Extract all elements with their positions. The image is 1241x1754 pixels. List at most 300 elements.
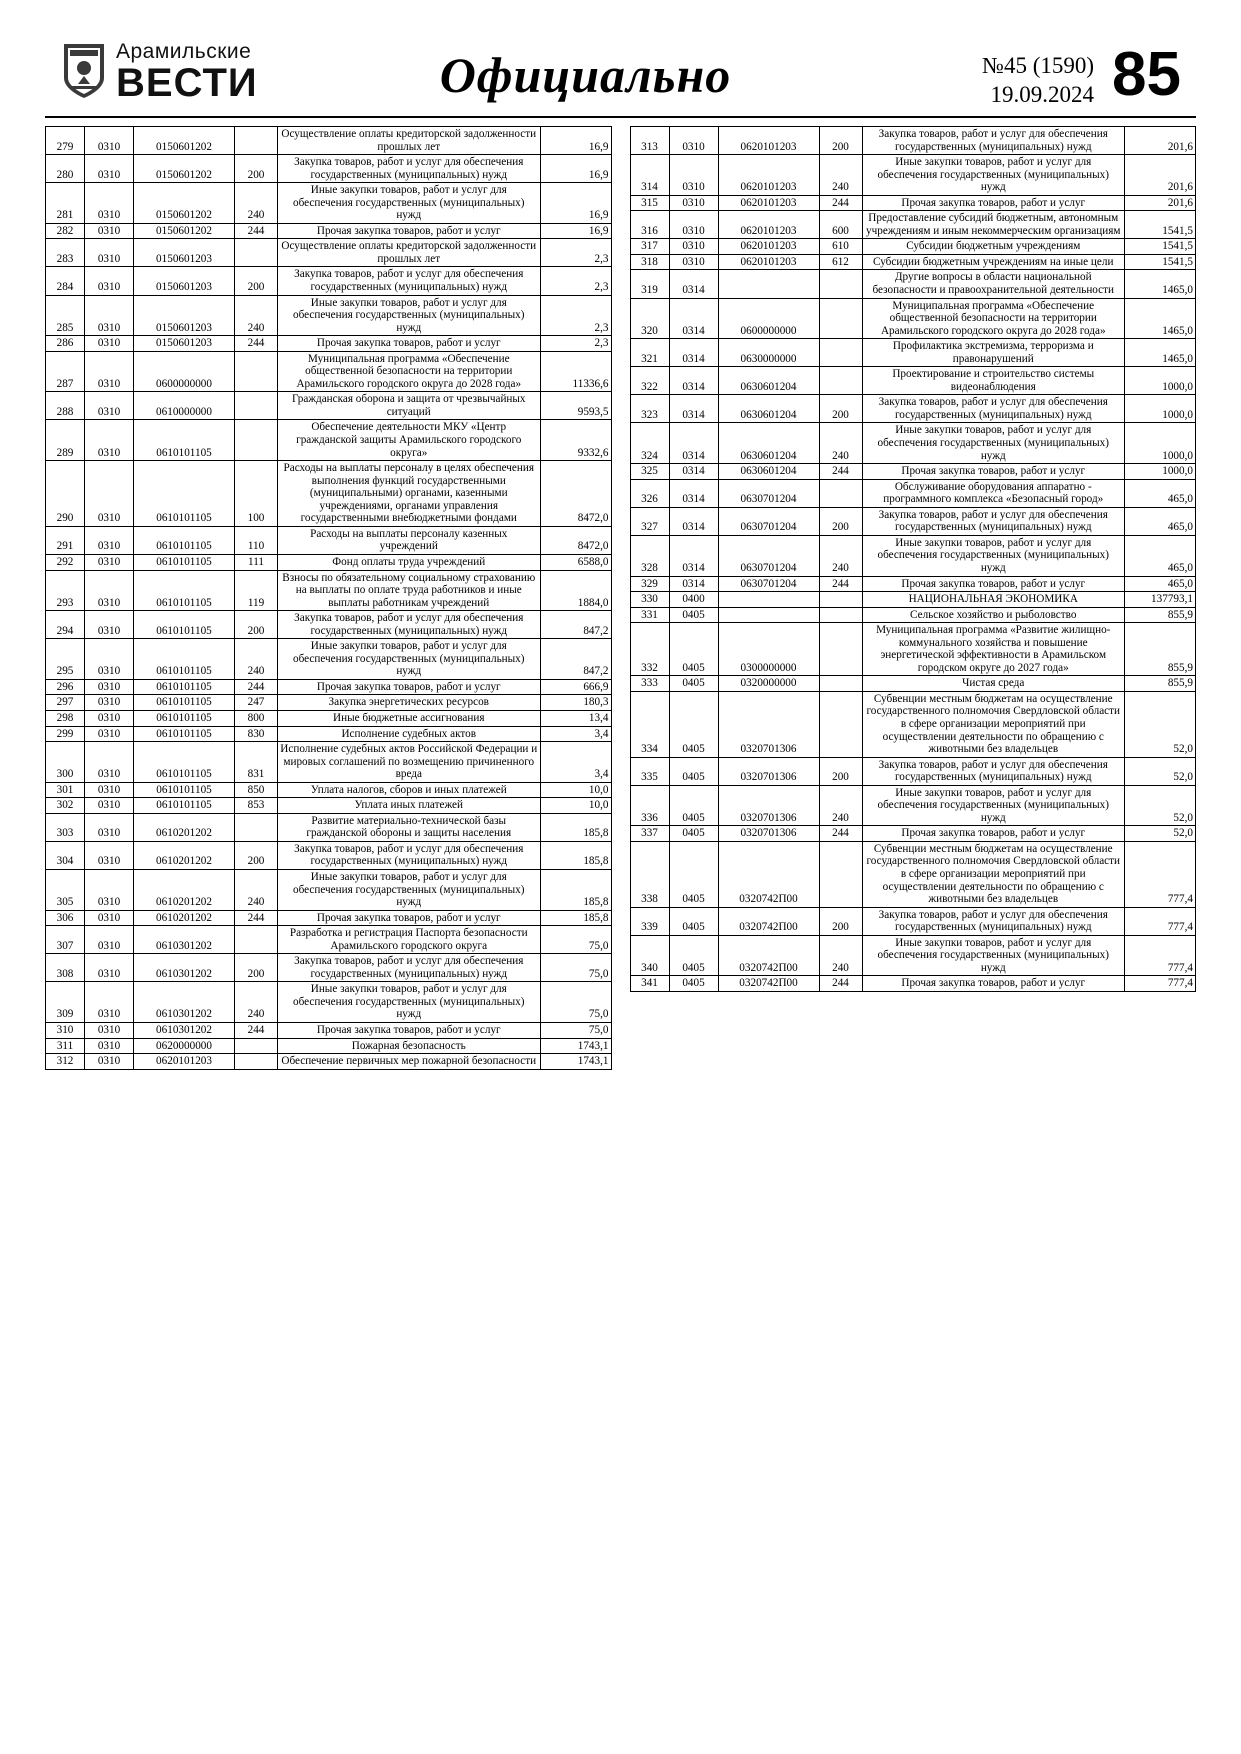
table-row — [46, 155, 612, 183]
row-amount: 52,0 — [1125, 757, 1196, 785]
row-number: 332 — [630, 623, 669, 676]
table-row — [630, 935, 1196, 976]
table-row — [46, 239, 612, 267]
row-number: 314 — [630, 155, 669, 196]
row-expense-type: 200 — [235, 267, 278, 295]
row-section-code: 0310 — [85, 813, 134, 841]
row-expense-type — [819, 841, 862, 907]
table-row — [46, 570, 612, 611]
row-target-code: 0620101203 — [718, 254, 819, 270]
row-number: 300 — [46, 742, 85, 783]
row-number: 296 — [46, 679, 85, 695]
row-amount: 666,9 — [540, 679, 611, 695]
column-right — [630, 126, 1197, 1070]
row-amount: 777,4 — [1125, 935, 1196, 976]
row-number: 320 — [630, 298, 669, 339]
row-target-code: 0320701306 — [718, 826, 819, 842]
row-target-code: 0630701204 — [718, 507, 819, 535]
row-name: Закупка товаров, работ и услуг для обеспечения государственных (муниципальных) нужд — [278, 611, 541, 639]
row-target-code: 0610101105 — [134, 526, 235, 554]
row-section-code: 0314 — [669, 576, 718, 592]
row-expense-type — [819, 623, 862, 676]
row-number: 294 — [46, 611, 85, 639]
table-row — [46, 392, 612, 420]
row-target-code: 0620101203 — [718, 211, 819, 239]
row-expense-type: 244 — [819, 576, 862, 592]
table-row — [46, 954, 612, 982]
row-number: 327 — [630, 507, 669, 535]
row-amount: 1541,5 — [1125, 254, 1196, 270]
row-expense-type: 850 — [235, 782, 278, 798]
row-number: 317 — [630, 239, 669, 255]
row-number: 333 — [630, 676, 669, 692]
row-target-code: 0620101203 — [718, 155, 819, 196]
row-name: Прочая закупка товаров, работ и услуг — [278, 1023, 541, 1039]
row-amount: 1541,5 — [1125, 239, 1196, 255]
row-number: 326 — [630, 479, 669, 507]
coat-of-arms-icon — [60, 40, 108, 102]
row-expense-type — [819, 367, 862, 395]
row-name: Закупка товаров, работ и услуг для обеспечения государственных (муниципальных) нужд — [862, 127, 1125, 155]
row-name: Иные закупки товаров, работ и услуг для обеспечения государственных (муниципальных) нужд — [862, 155, 1125, 196]
row-name: Закупка товаров, работ и услуг для обеспечения государственных (муниципальных) нужд — [278, 267, 541, 295]
row-name: Закупка товаров, работ и услуг для обеспечения государственных (муниципальных) нужд — [278, 954, 541, 982]
row-target-code: 0150601202 — [134, 155, 235, 183]
table-row — [630, 623, 1196, 676]
row-amount: 201,6 — [1125, 155, 1196, 196]
row-expense-type: 200 — [235, 841, 278, 869]
row-expense-type: 111 — [235, 554, 278, 570]
row-section-code: 0310 — [85, 679, 134, 695]
table-row — [46, 841, 612, 869]
row-target-code: 0610101105 — [134, 611, 235, 639]
row-number: 311 — [46, 1038, 85, 1054]
row-name: Гражданская оборона и защита от чрезвычайных ситуаций — [278, 392, 541, 420]
row-amount: 13,4 — [540, 710, 611, 726]
row-target-code: 0610101105 — [134, 782, 235, 798]
row-amount: 1541,5 — [1125, 211, 1196, 239]
row-name: Предоставление субсидий бюджетным, автономным учреждениям и иным некоммерческим организациям — [862, 211, 1125, 239]
row-name: Закупка товаров, работ и услуг для обеспечения государственных (муниципальных) нужд — [862, 395, 1125, 423]
table-row — [46, 223, 612, 239]
row-section-code: 0310 — [669, 195, 718, 211]
row-number: 309 — [46, 982, 85, 1023]
row-expense-type: 200 — [819, 127, 862, 155]
row-name: Субвенции местным бюджетам на осуществление государственного полномочия Свердловской области в сфере организации мероприятий при осуществлении деятельности по обращению с животными без владельцев — [862, 691, 1125, 757]
row-name: Муниципальная программа «Обеспечение общественной безопасности на территории Арамильского городского округа до 2028 года» — [278, 351, 541, 392]
row-name: Прочая закупка товаров, работ и услуг — [862, 464, 1125, 480]
table-row — [630, 976, 1196, 992]
table-row — [46, 695, 612, 711]
table-row — [630, 691, 1196, 757]
row-number: 283 — [46, 239, 85, 267]
budget-table-left — [45, 126, 612, 1070]
row-name: Сельское хозяйство и рыболовство — [862, 607, 1125, 623]
newspaper-logo — [60, 39, 320, 105]
row-target-code: 0610101105 — [134, 554, 235, 570]
row-expense-type: 244 — [235, 679, 278, 695]
row-name: Разработка и регистрация Паспорта безопасности Арамильского городского округа — [278, 926, 541, 954]
row-expense-type: 240 — [819, 535, 862, 576]
row-amount: 855,9 — [1125, 676, 1196, 692]
row-section-code: 0405 — [669, 976, 718, 992]
row-name: Развитие материально-технической базы гражданской обороны и защиты населения — [278, 813, 541, 841]
row-number: 295 — [46, 639, 85, 680]
row-name: Уплата иных платежей — [278, 798, 541, 814]
table-row — [630, 239, 1196, 255]
row-name: Расходы на выплаты персоналу казенных учреждений — [278, 526, 541, 554]
row-number: 319 — [630, 270, 669, 298]
row-target-code: 0600000000 — [718, 298, 819, 339]
table-row — [46, 813, 612, 841]
row-number: 301 — [46, 782, 85, 798]
row-expense-type — [235, 239, 278, 267]
row-amount: 2,3 — [540, 267, 611, 295]
row-number: 321 — [630, 339, 669, 367]
row-section-code: 0405 — [669, 691, 718, 757]
row-section-code: 0405 — [669, 607, 718, 623]
row-name: Прочая закупка товаров, работ и услуг — [278, 910, 541, 926]
row-number: 336 — [630, 785, 669, 826]
row-target-code: 0620101203 — [134, 1054, 235, 1070]
row-target-code: 0620101203 — [718, 195, 819, 211]
row-number: 338 — [630, 841, 669, 907]
row-number: 305 — [46, 869, 85, 910]
row-section-code: 0405 — [669, 757, 718, 785]
row-section-code: 0310 — [85, 926, 134, 954]
row-section-code: 0405 — [669, 907, 718, 935]
row-target-code — [718, 592, 819, 608]
row-target-code: 0150601202 — [134, 183, 235, 224]
row-number: 299 — [46, 726, 85, 742]
table-row — [630, 195, 1196, 211]
row-target-code: 0610000000 — [134, 392, 235, 420]
table-row — [46, 782, 612, 798]
row-expense-type: 800 — [235, 710, 278, 726]
row-amount: 9593,5 — [540, 392, 611, 420]
table-row — [630, 298, 1196, 339]
row-amount: 75,0 — [540, 982, 611, 1023]
row-name: Расходы на выплаты персоналу в целях обеспечения выполнения функций государственными (муниципальными) органами, казенными учреждениями, органами управления государственными внебюджетными фондами — [278, 461, 541, 527]
row-number: 340 — [630, 935, 669, 976]
row-expense-type — [235, 1038, 278, 1054]
row-section-code: 0310 — [85, 392, 134, 420]
row-section-code: 0310 — [85, 782, 134, 798]
row-amount: 75,0 — [540, 954, 611, 982]
row-target-code: 0610301202 — [134, 1023, 235, 1039]
table-row — [46, 351, 612, 392]
page-number: 85 — [1112, 40, 1181, 109]
row-section-code: 0314 — [669, 339, 718, 367]
row-name: Закупка товаров, работ и услуг для обеспечения государственных (муниципальных) нужд — [862, 507, 1125, 535]
row-expense-type: 200 — [235, 611, 278, 639]
row-amount: 465,0 — [1125, 535, 1196, 576]
row-name: Закупка товаров, работ и услуг для обеспечения государственных (муниципальных) нужд — [278, 841, 541, 869]
row-amount: 137793,1 — [1125, 592, 1196, 608]
row-amount: 52,0 — [1125, 691, 1196, 757]
row-target-code: 0150601202 — [134, 223, 235, 239]
row-amount: 8472,0 — [540, 526, 611, 554]
table-row — [46, 869, 612, 910]
budget-columns — [0, 118, 1241, 1070]
row-expense-type — [235, 813, 278, 841]
row-section-code: 0405 — [669, 841, 718, 907]
row-target-code: 0610201202 — [134, 910, 235, 926]
row-name: Закупка энергетических ресурсов — [278, 695, 541, 711]
row-section-code: 0310 — [85, 910, 134, 926]
row-target-code: 0320742П00 — [718, 976, 819, 992]
table-row — [46, 336, 612, 352]
row-section-code: 0310 — [85, 526, 134, 554]
row-expense-type — [235, 926, 278, 954]
row-expense-type: 853 — [235, 798, 278, 814]
row-number: 303 — [46, 813, 85, 841]
row-section-code: 0310 — [85, 1054, 134, 1070]
row-expense-type — [819, 592, 862, 608]
row-expense-type: 240 — [235, 639, 278, 680]
row-section-code: 0310 — [85, 954, 134, 982]
row-name: НАЦИОНАЛЬНАЯ ЭКОНОМИКА — [862, 592, 1125, 608]
row-number: 313 — [630, 127, 669, 155]
row-amount: 52,0 — [1125, 785, 1196, 826]
row-target-code: 0630000000 — [718, 339, 819, 367]
column-left — [45, 126, 612, 1070]
row-name: Осуществление оплаты кредиторской задолженности прошлых лет — [278, 239, 541, 267]
row-amount: 777,4 — [1125, 907, 1196, 935]
row-number: 291 — [46, 526, 85, 554]
row-amount: 6588,0 — [540, 554, 611, 570]
row-target-code: 0610301202 — [134, 954, 235, 982]
row-amount: 1000,0 — [1125, 464, 1196, 480]
row-name: Иные закупки товаров, работ и услуг для обеспечения государственных (муниципальных) нужд — [862, 785, 1125, 826]
table-row — [46, 982, 612, 1023]
table-row — [46, 267, 612, 295]
row-amount: 465,0 — [1125, 479, 1196, 507]
row-number: 312 — [46, 1054, 85, 1070]
row-number: 289 — [46, 420, 85, 461]
row-number: 284 — [46, 267, 85, 295]
row-amount: 10,0 — [540, 782, 611, 798]
row-amount: 180,3 — [540, 695, 611, 711]
row-section-code: 0314 — [669, 464, 718, 480]
row-number: 290 — [46, 461, 85, 527]
row-name: Закупка товаров, работ и услуг для обеспечения государственных (муниципальных) нужд — [278, 155, 541, 183]
issue-number: №45 (1590) — [982, 53, 1095, 78]
row-amount: 185,8 — [540, 869, 611, 910]
row-expense-type — [819, 479, 862, 507]
row-amount: 52,0 — [1125, 826, 1196, 842]
row-section-code: 0310 — [85, 336, 134, 352]
row-name: Взносы по обязательному социальному страхованию на выплаты по оплате труда работников и иные выплаты работникам учреждений — [278, 570, 541, 611]
row-section-code: 0310 — [85, 841, 134, 869]
row-target-code: 0610101105 — [134, 420, 235, 461]
row-amount: 16,9 — [540, 155, 611, 183]
row-amount: 75,0 — [540, 1023, 611, 1039]
row-expense-type: 200 — [819, 395, 862, 423]
row-section-code: 0310 — [85, 295, 134, 336]
row-number: 331 — [630, 607, 669, 623]
row-name: Иные закупки товаров, работ и услуг для обеспечения государственных (муниципальных) нужд — [862, 935, 1125, 976]
row-amount: 16,9 — [540, 223, 611, 239]
row-expense-type: 831 — [235, 742, 278, 783]
section-title: Официально — [439, 47, 732, 103]
row-name: Обеспечение первичных мер пожарной безопасности — [278, 1054, 541, 1070]
table-row — [46, 420, 612, 461]
row-expense-type — [819, 691, 862, 757]
table-row — [630, 479, 1196, 507]
row-section-code: 0310 — [85, 223, 134, 239]
row-number: 308 — [46, 954, 85, 982]
row-number: 292 — [46, 554, 85, 570]
row-name: Исполнение судебных актов Российской Федерации и мировых соглашений по возмещению причиненного вреда — [278, 742, 541, 783]
row-section-code: 0310 — [85, 1023, 134, 1039]
row-target-code: 0150601203 — [134, 239, 235, 267]
row-number: 318 — [630, 254, 669, 270]
row-amount: 855,9 — [1125, 623, 1196, 676]
row-number: 335 — [630, 757, 669, 785]
row-section-code: 0310 — [85, 351, 134, 392]
row-expense-type: 244 — [819, 826, 862, 842]
row-amount: 855,9 — [1125, 607, 1196, 623]
row-expense-type: 610 — [819, 239, 862, 255]
issue-info — [851, 40, 1181, 110]
row-target-code: 0320742П00 — [718, 907, 819, 935]
row-amount: 1000,0 — [1125, 395, 1196, 423]
row-section-code: 0314 — [669, 535, 718, 576]
row-section-code: 0310 — [85, 611, 134, 639]
row-section-code: 0400 — [669, 592, 718, 608]
row-section-code: 0405 — [669, 676, 718, 692]
row-amount: 185,8 — [540, 841, 611, 869]
row-number: 339 — [630, 907, 669, 935]
row-section-code: 0310 — [85, 1038, 134, 1054]
row-name: Прочая закупка товаров, работ и услуг — [278, 336, 541, 352]
row-amount: 1000,0 — [1125, 423, 1196, 464]
row-expense-type: 119 — [235, 570, 278, 611]
table-row — [46, 1023, 612, 1039]
row-expense-type — [235, 1054, 278, 1070]
row-target-code: 0610201202 — [134, 813, 235, 841]
row-target-code: 0620000000 — [134, 1038, 235, 1054]
row-expense-type — [819, 607, 862, 623]
row-section-code: 0310 — [669, 155, 718, 196]
table-row — [630, 367, 1196, 395]
row-expense-type — [819, 676, 862, 692]
row-expense-type: 612 — [819, 254, 862, 270]
row-amount: 185,8 — [540, 910, 611, 926]
row-expense-type: 240 — [819, 935, 862, 976]
row-expense-type — [819, 339, 862, 367]
row-target-code: 0620101203 — [718, 239, 819, 255]
row-number: 282 — [46, 223, 85, 239]
budget-table-right — [630, 126, 1197, 992]
row-number: 328 — [630, 535, 669, 576]
table-row — [630, 464, 1196, 480]
row-target-code: 0630601204 — [718, 367, 819, 395]
row-amount: 2,3 — [540, 239, 611, 267]
row-name: Муниципальная программа «Развитие жилищно-коммунального хозяйства и повышение энергетической эффективности в Арамильском городском округе до 2027 года» — [862, 623, 1125, 676]
row-amount: 16,9 — [540, 183, 611, 224]
row-expense-type: 200 — [819, 507, 862, 535]
row-expense-type — [235, 127, 278, 155]
row-amount: 10,0 — [540, 798, 611, 814]
row-number: 287 — [46, 351, 85, 392]
row-name: Иные закупки товаров, работ и услуг для обеспечения государственных (муниципальных) нужд — [278, 869, 541, 910]
row-amount: 1000,0 — [1125, 367, 1196, 395]
row-target-code: 0610101105 — [134, 695, 235, 711]
row-amount: 777,4 — [1125, 841, 1196, 907]
table-row — [630, 423, 1196, 464]
table-row — [630, 270, 1196, 298]
row-expense-type: 244 — [819, 464, 862, 480]
row-target-code: 0610101105 — [134, 710, 235, 726]
row-expense-type: 200 — [235, 954, 278, 982]
row-section-code: 0310 — [85, 742, 134, 783]
row-section-code: 0310 — [85, 695, 134, 711]
row-target-code: 0610101105 — [134, 798, 235, 814]
row-name: Осуществление оплаты кредиторской задолженности прошлых лет — [278, 127, 541, 155]
row-amount: 465,0 — [1125, 576, 1196, 592]
table-row — [46, 611, 612, 639]
table-row — [630, 507, 1196, 535]
row-section-code: 0310 — [85, 982, 134, 1023]
row-amount: 1465,0 — [1125, 339, 1196, 367]
row-section-code: 0310 — [85, 869, 134, 910]
row-section-code: 0310 — [85, 420, 134, 461]
table-row — [630, 155, 1196, 196]
row-target-code: 0320742П00 — [718, 935, 819, 976]
row-number: 286 — [46, 336, 85, 352]
table-row — [630, 757, 1196, 785]
row-target-code: 0320000000 — [718, 676, 819, 692]
row-section-code: 0314 — [669, 507, 718, 535]
row-expense-type: 200 — [819, 757, 862, 785]
row-number: 324 — [630, 423, 669, 464]
row-number: 307 — [46, 926, 85, 954]
row-number: 315 — [630, 195, 669, 211]
row-amount: 777,4 — [1125, 976, 1196, 992]
row-name: Иные бюджетные ассигнования — [278, 710, 541, 726]
row-amount: 201,6 — [1125, 195, 1196, 211]
row-section-code: 0314 — [669, 423, 718, 464]
row-section-code: 0310 — [85, 639, 134, 680]
row-number: 304 — [46, 841, 85, 869]
row-expense-type: 244 — [235, 1023, 278, 1039]
row-amount: 11336,6 — [540, 351, 611, 392]
table-row — [46, 726, 612, 742]
row-amount: 1743,1 — [540, 1054, 611, 1070]
row-section-code: 0310 — [669, 239, 718, 255]
table-row — [46, 526, 612, 554]
row-name: Прочая закупка товаров, работ и услуг — [862, 826, 1125, 842]
row-number: 297 — [46, 695, 85, 711]
row-amount: 1465,0 — [1125, 298, 1196, 339]
row-amount: 185,8 — [540, 813, 611, 841]
row-expense-type — [819, 298, 862, 339]
row-name: Муниципальная программа «Обеспечение общественной безопасности на территории Арамильского городского округа до 2028 года» — [862, 298, 1125, 339]
row-target-code — [718, 270, 819, 298]
row-expense-type: 200 — [235, 155, 278, 183]
row-name: Субсидии бюджетным учреждениям — [862, 239, 1125, 255]
row-expense-type: 200 — [819, 907, 862, 935]
row-target-code: 0610201202 — [134, 869, 235, 910]
row-section-code: 0405 — [669, 935, 718, 976]
row-name: Иные закупки товаров, работ и услуг для обеспечения государственных (муниципальных) нужд — [862, 423, 1125, 464]
row-name: Закупка товаров, работ и услуг для обеспечения государственных (муниципальных) нужд — [862, 757, 1125, 785]
row-section-code: 0310 — [669, 127, 718, 155]
row-number: 325 — [630, 464, 669, 480]
table-row — [46, 183, 612, 224]
